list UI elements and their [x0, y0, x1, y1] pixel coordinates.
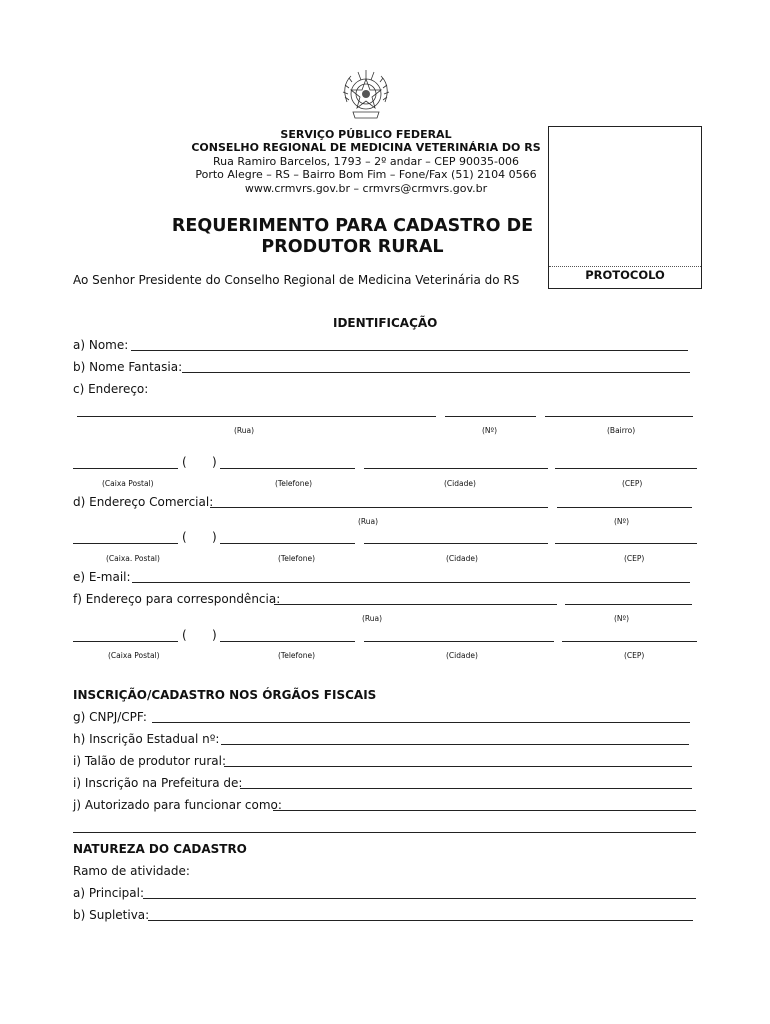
- caption-commercial-city: (Cidade): [446, 554, 478, 563]
- address-district-field[interactable]: [545, 416, 693, 417]
- address-number-field[interactable]: [445, 416, 536, 417]
- caption-correspondence-zip: (CEP): [624, 651, 645, 660]
- caption-district: (Bairro): [607, 426, 636, 435]
- protocol-separator: [549, 266, 701, 267]
- caption-correspondence-po-box: (Caixa Postal): [108, 651, 160, 660]
- email-field[interactable]: [132, 582, 690, 583]
- header-address: Rua Ramiro Barcelos, 1793 – 2º andar – CEP 90035-006: [212, 155, 519, 168]
- correspondence-address-label: f) Endereço para correspondência:: [73, 592, 281, 606]
- caption-zip: (CEP): [622, 479, 643, 488]
- caption-number: (Nº): [482, 426, 497, 435]
- section-identification-title: IDENTIFICAÇÃO: [333, 316, 438, 330]
- header-service: SERVIÇO PÚBLICO FEDERAL: [280, 128, 452, 141]
- coat-of-arms-seal: [333, 66, 399, 128]
- commercial-city-field[interactable]: [364, 543, 548, 544]
- city-registration-field[interactable]: [240, 788, 692, 789]
- rural-producer-book-label: i) Talão de produtor rural:: [73, 754, 227, 768]
- correspondence-po-box-field[interactable]: [73, 641, 178, 642]
- caption-commercial-zip: (CEP): [624, 554, 645, 563]
- address-phone-field[interactable]: [220, 468, 355, 469]
- correspondence-city-field[interactable]: [364, 641, 554, 642]
- commercial-address-label: d) Endereço Comercial:: [73, 495, 214, 509]
- commercial-po-box-field[interactable]: [73, 543, 178, 544]
- address-city-field[interactable]: [364, 468, 548, 469]
- state-registration-field[interactable]: [221, 744, 689, 745]
- commercial-zip-field[interactable]: [555, 543, 697, 544]
- caption-correspondence-number: (Nº): [614, 614, 629, 623]
- address-zip-field[interactable]: [555, 468, 697, 469]
- commercial-phone-field[interactable]: [220, 543, 355, 544]
- protocol-label: PROTOCOLO: [585, 268, 665, 282]
- header-council: CONSELHO REGIONAL DE MEDICINA VETERINÁRIA DO RS: [191, 141, 541, 154]
- correspondence-paren-open: (: [182, 628, 187, 642]
- title-line-1: REQUERIMENTO PARA CADASTRO DE: [171, 216, 534, 236]
- page-title: [150, 216, 555, 258]
- caption-city: (Cidade): [444, 479, 476, 488]
- correspondence-phone-field[interactable]: [220, 641, 355, 642]
- addressee: Ao Senhor Presidente do Conselho Regional de Medicina Veterinária do RS: [73, 273, 520, 287]
- caption-commercial-phone: (Telefone): [278, 554, 316, 563]
- caption-po-box: (Caixa Postal): [102, 479, 154, 488]
- caption-commercial-street: (Rua): [358, 517, 379, 526]
- caption-commercial-po-box: (Caixa. Postal): [106, 554, 160, 563]
- address-label: c) Endereço:: [73, 382, 149, 396]
- correspondence-number-field[interactable]: [565, 604, 692, 605]
- main-activity-label: a) Principal:: [73, 886, 145, 900]
- phone-paren-open: (: [182, 455, 187, 469]
- caption-correspondence-phone: (Telefone): [278, 651, 316, 660]
- authorized-field[interactable]: [273, 810, 696, 811]
- main-activity-field[interactable]: [143, 898, 696, 899]
- state-registration-label: h) Inscrição Estadual nº:: [73, 732, 220, 746]
- address-po-box-field[interactable]: [73, 468, 178, 469]
- caption-correspondence-street: (Rua): [362, 614, 383, 623]
- name-field[interactable]: [131, 350, 688, 351]
- authorized-label: j) Autorizado para funcionar como:: [73, 798, 282, 812]
- fantasy-name-label: b) Nome Fantasia:: [73, 360, 183, 374]
- address-street-field[interactable]: [77, 416, 436, 417]
- commercial-paren-open: (: [182, 530, 187, 544]
- section-fiscal-title: INSCRIÇÃO/CADASTRO NOS ÓRGÃOS FISCAIS: [73, 688, 377, 702]
- correspondence-zip-field[interactable]: [562, 641, 697, 642]
- authorized-field-continued[interactable]: [73, 832, 696, 833]
- header-web-email: www.crmvrs.gov.br – crmvrs@crmvrs.gov.br: [244, 182, 488, 195]
- commercial-number-field[interactable]: [557, 507, 692, 508]
- caption-commercial-number: (Nº): [614, 517, 629, 526]
- section-nature-title: NATUREZA DO CADASTRO: [73, 842, 247, 856]
- protocol-box: [548, 126, 702, 289]
- caption-street: (Rua): [234, 426, 255, 435]
- correspondence-street-field[interactable]: [274, 604, 557, 605]
- phone-paren-close: ): [212, 455, 217, 469]
- caption-phone: (Telefone): [275, 479, 313, 488]
- activity-label: Ramo de atividade:: [73, 864, 190, 878]
- city-registration-label: i) Inscrição na Prefeitura de:: [73, 776, 243, 790]
- commercial-street-field[interactable]: [210, 507, 548, 508]
- email-label: e) E-mail:: [73, 570, 131, 584]
- title-line-2: PRODUTOR RURAL: [261, 237, 444, 257]
- supplementary-activity-field[interactable]: [148, 920, 693, 921]
- caption-correspondence-city: (Cidade): [446, 651, 478, 660]
- cnpj-field[interactable]: [152, 722, 690, 723]
- header-city-phone: Porto Alegre – RS – Bairro Bom Fim – Fone/Fax (51) 2104 0566: [195, 168, 537, 181]
- supplementary-activity-label: b) Supletiva:: [73, 908, 150, 922]
- name-label: a) Nome:: [73, 338, 129, 352]
- fantasy-name-field[interactable]: [182, 372, 690, 373]
- rural-producer-book-field[interactable]: [224, 766, 692, 767]
- commercial-paren-close: ): [212, 530, 217, 544]
- correspondence-paren-close: ): [212, 628, 217, 642]
- cnpj-label: g) CNPJ/CPF:: [73, 710, 147, 724]
